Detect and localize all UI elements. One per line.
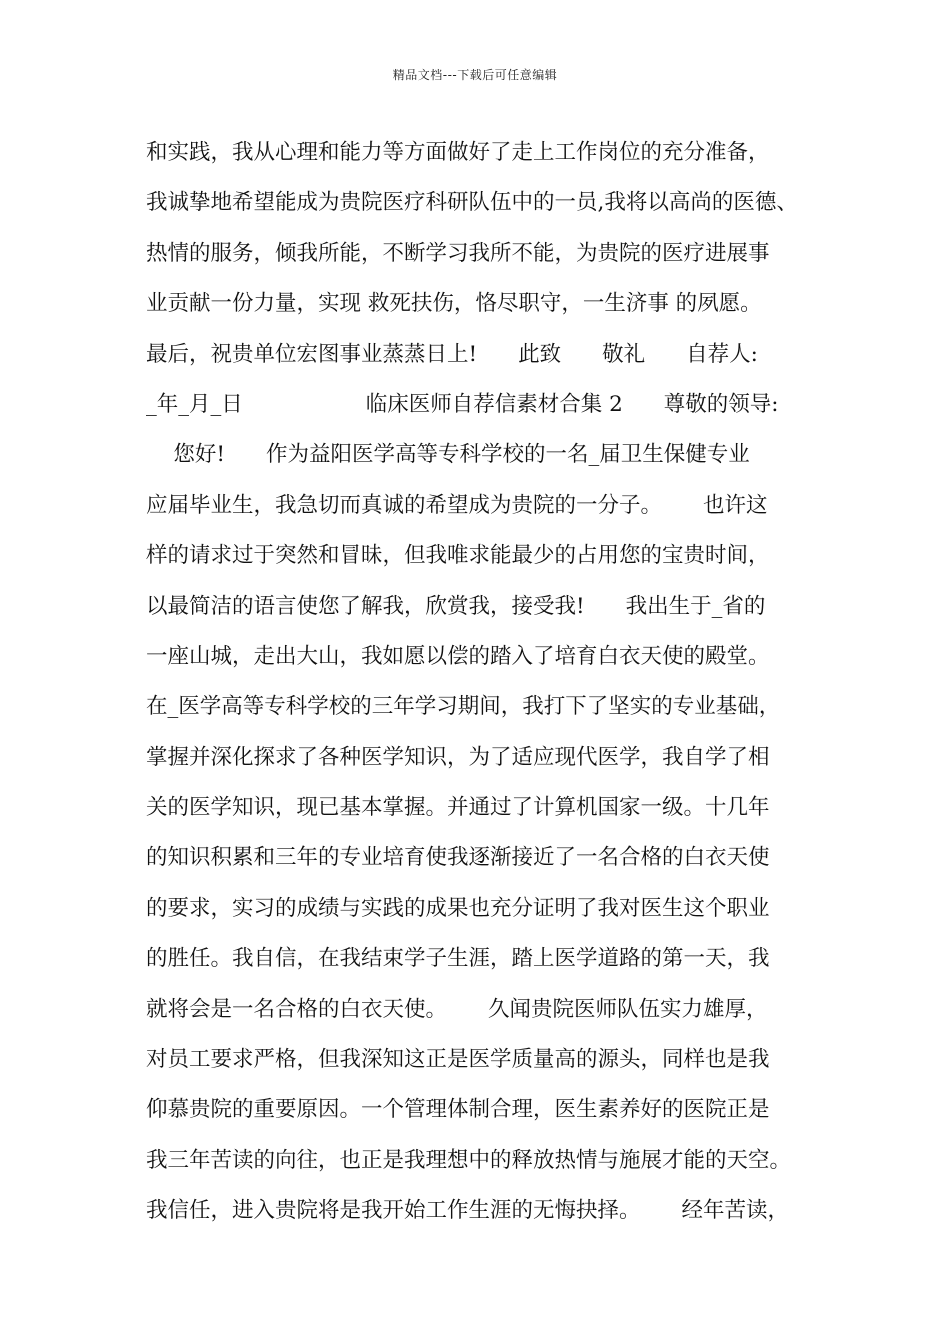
- text-line: 的知识积累和三年的专业培育使我逐渐接近了一名合格的白衣天使: [146, 845, 770, 871]
- text-line: 热情的服务，倾我所能，不断学习我所不能，为贵院的医疗进展事: [146, 240, 770, 266]
- text-line: 您好! 作为益阳医学高等专科学校的一名_届卫生保健专业: [146, 442, 750, 468]
- text-line: 业贡献一份力量，实现 救死扶伤，恪尽职守，一生济事 的夙愿。: [146, 291, 762, 317]
- text-line: 以最简洁的语言使您了解我，欣赏我，接受我! 我出生于_省的: [146, 593, 766, 619]
- text-line: 我信任，进入贵院将是我开始工作生涯的无悔抉择。 经年苦读，: [146, 1198, 790, 1224]
- text-line: 应届毕业生，我急切而真诚的希望成为贵院的一分子。 也许这: [146, 492, 768, 518]
- text-line: 在_医学高等专科学校的三年学习期间，我打下了坚实的专业基础，: [146, 694, 781, 720]
- text-line: 的要求，实习的成绩与实践的成果也充分证明了我对医生这个职业: [146, 895, 770, 921]
- text-line: 就将会是一名合格的白衣天使。 久闻贵院医师队伍实力雄厚，: [146, 996, 768, 1022]
- text-line: 我诚挚地希望能成为贵院医疗科研队伍中的一员,我将以高尚的医德、: [146, 190, 798, 216]
- document-body: [146, 128, 826, 1237]
- text-line: 掌握并深化探求了各种医学知识，为了适应现代医学，我自学了相: [146, 744, 770, 770]
- text-line: 样的请求过于突然和冒昧，但我唯求能最少的占用您的宝贵时间，: [146, 543, 770, 569]
- text-line: 仰慕贵院的重要原因。一个管理体制合理，医生素养好的医院正是: [146, 1097, 770, 1123]
- text-line: 和实践，我从心理和能力等方面做好了走上工作岗位的充分准备，: [146, 140, 770, 165]
- text-line: _年_月_日 临床医师自荐信素材合集 2 尊敬的领导:: [146, 391, 779, 417]
- text-line: 关的医学知识，现已基本掌握。并通过了计算机国家一级。十几年: [146, 795, 770, 821]
- text-line: 对员工要求严格，但我深知这正是医学质量高的源头，同样也是我: [146, 1047, 770, 1073]
- text-line: 一座山城，走出大山，我如愿以偿的踏入了培育白衣天使的殿堂。: [146, 643, 770, 669]
- text-line: 我三年苦读的向往，也正是我理想中的释放热情与施展才能的天空。: [146, 1147, 792, 1173]
- page-header: 精品文档---下载后可任意编辑: [392, 68, 558, 82]
- text-line: 最后，祝贵单位宏图事业蒸蒸日上! 此致 敬礼 自荐人:: [146, 341, 758, 367]
- text-line: 的胜任。我自信，在我结束学子生涯，踏上医学道路的第一天，我: [146, 946, 770, 972]
